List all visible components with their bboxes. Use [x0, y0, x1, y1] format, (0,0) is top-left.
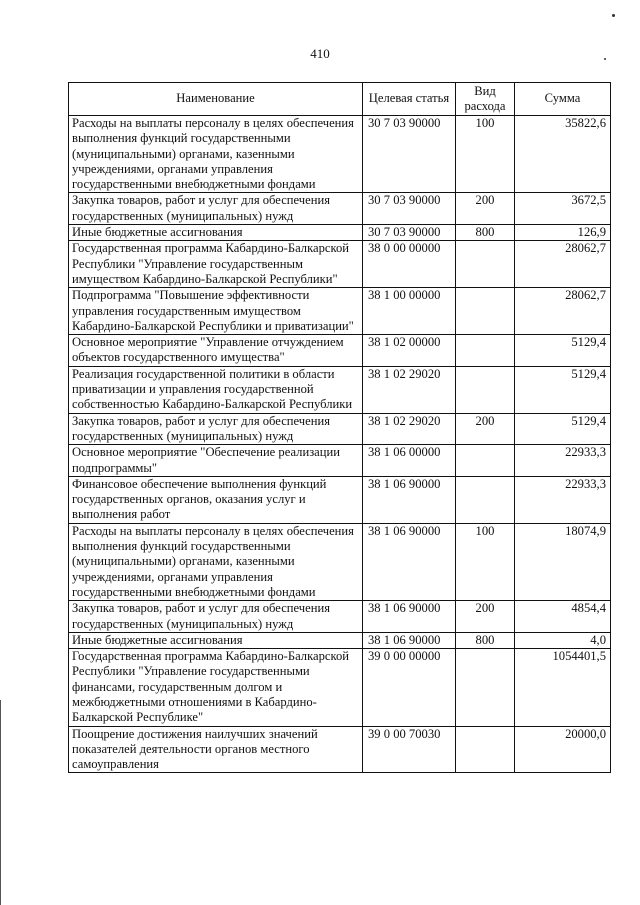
cell-sum: 35822,6: [515, 116, 611, 193]
cell-name: Расходы на выплаты персоналу в целях обеспечения выполнения функций государственными (муниципальными) органами, казенными учреждениями, органами управления государственными внебюджетными фондами: [69, 523, 363, 600]
header-name: Наименование: [69, 83, 363, 116]
scan-speck: [604, 58, 606, 60]
cell-sum: 22933,3: [515, 476, 611, 523]
cell-type: 200: [456, 601, 515, 633]
cell-code: 38 1 00 00000: [363, 288, 456, 335]
cell-code: 30 7 03 90000: [363, 116, 456, 193]
table-row: [69, 601, 611, 633]
cell-sum: 28062,7: [515, 288, 611, 335]
cell-name: Закупка товаров, работ и услуг для обеспечения государственных (муниципальных) нужд: [69, 601, 363, 633]
cell-sum: 4,0: [515, 632, 611, 648]
cell-name: Основное мероприятие "Управление отчуждением объектов государственного имущества": [69, 335, 363, 367]
cell-type: 800: [456, 225, 515, 241]
cell-code: 38 1 06 90000: [363, 601, 456, 633]
cell-type: 200: [456, 413, 515, 445]
budget-table: [68, 82, 611, 773]
cell-name: Иные бюджетные ассигнования: [69, 632, 363, 648]
cell-code: 38 1 06 90000: [363, 523, 456, 600]
table-row: [69, 726, 611, 773]
cell-code: 38 1 02 29020: [363, 413, 456, 445]
table-row: [69, 413, 611, 445]
cell-type: [456, 726, 515, 773]
cell-sum: 22933,3: [515, 445, 611, 477]
cell-code: 38 1 02 29020: [363, 366, 456, 413]
cell-type: [456, 288, 515, 335]
cell-type: 100: [456, 523, 515, 600]
cell-type: 800: [456, 632, 515, 648]
cell-type: [456, 366, 515, 413]
header-type: Вид расхода: [456, 83, 515, 116]
cell-sum: 4854,4: [515, 601, 611, 633]
cell-sum: 3672,5: [515, 193, 611, 225]
page-number: 410: [310, 46, 330, 61]
table-row: [69, 632, 611, 648]
cell-type: [456, 241, 515, 288]
cell-sum: 1054401,5: [515, 649, 611, 726]
scan-edge-line: [0, 700, 1, 905]
cell-name: Поощрение достижения наилучших значений показателей деятельности органов местного самоуправления: [69, 726, 363, 773]
cell-sum: 126,9: [515, 225, 611, 241]
cell-type: [456, 649, 515, 726]
table-body: [69, 116, 611, 773]
table-row: [69, 193, 611, 225]
cell-code: 30 7 03 90000: [363, 193, 456, 225]
scan-speck: [612, 14, 615, 17]
cell-code: 38 1 06 00000: [363, 445, 456, 477]
cell-type: [456, 445, 515, 477]
cell-sum: 20000,0: [515, 726, 611, 773]
cell-sum: 5129,4: [515, 413, 611, 445]
cell-name: Финансовое обеспечение выполнения функций государственных органов, оказания услуг и выполнения работ: [69, 476, 363, 523]
cell-name: Иные бюджетные ассигнования: [69, 225, 363, 241]
table-row: [69, 523, 611, 600]
table-row: [69, 335, 611, 367]
cell-name: Реализация государственной политики в области приватизации и управления государственной собственностью Кабардино-Балкарской Республики: [69, 366, 363, 413]
table-row: [69, 366, 611, 413]
cell-code: 38 1 06 90000: [363, 476, 456, 523]
cell-code: 39 0 00 00000: [363, 649, 456, 726]
cell-code: 38 1 02 00000: [363, 335, 456, 367]
cell-type: 100: [456, 116, 515, 193]
cell-type: 200: [456, 193, 515, 225]
cell-sum: 5129,4: [515, 366, 611, 413]
cell-name: Подпрограмма "Повышение эффективности управления государственным имуществом Кабардино-Балкарской Республики и приватизации": [69, 288, 363, 335]
cell-sum: 5129,4: [515, 335, 611, 367]
table-row: [69, 476, 611, 523]
cell-name: Закупка товаров, работ и услуг для обеспечения государственных (муниципальных) нужд: [69, 193, 363, 225]
cell-sum: 28062,7: [515, 241, 611, 288]
cell-name: Государственная программа Кабардино-Балкарской Республики "Управление государственным имуществом Кабардино-Балкарской Республики": [69, 241, 363, 288]
header-code: Целевая статья: [363, 83, 456, 116]
cell-code: 38 0 00 00000: [363, 241, 456, 288]
table-row: [69, 116, 611, 193]
cell-name: Закупка товаров, работ и услуг для обеспечения государственных (муниципальных) нужд: [69, 413, 363, 445]
cell-name: Основное мероприятие "Обеспечение реализации подпрограммы": [69, 445, 363, 477]
table-row: [69, 649, 611, 726]
cell-type: [456, 335, 515, 367]
table-row: [69, 241, 611, 288]
cell-type: [456, 476, 515, 523]
table-header-row: [69, 83, 611, 116]
header-sum: Сумма: [515, 83, 611, 116]
cell-code: 39 0 00 70030: [363, 726, 456, 773]
table-row: [69, 445, 611, 477]
cell-name: Расходы на выплаты персоналу в целях обеспечения выполнения функций государственными (муниципальными) органами, казенными учреждениями, органами управления государственными внебюджетными фондами: [69, 116, 363, 193]
cell-name: Государственная программа Кабардино-Балкарской Республики "Управление государственными финансами, государственным долгом и межбюджетными отношениями в Кабардино-Балкарской Республике": [69, 649, 363, 726]
cell-sum: 18074,9: [515, 523, 611, 600]
table-row: [69, 225, 611, 241]
table-row: [69, 288, 611, 335]
cell-code: 30 7 03 90000: [363, 225, 456, 241]
cell-code: 38 1 06 90000: [363, 632, 456, 648]
